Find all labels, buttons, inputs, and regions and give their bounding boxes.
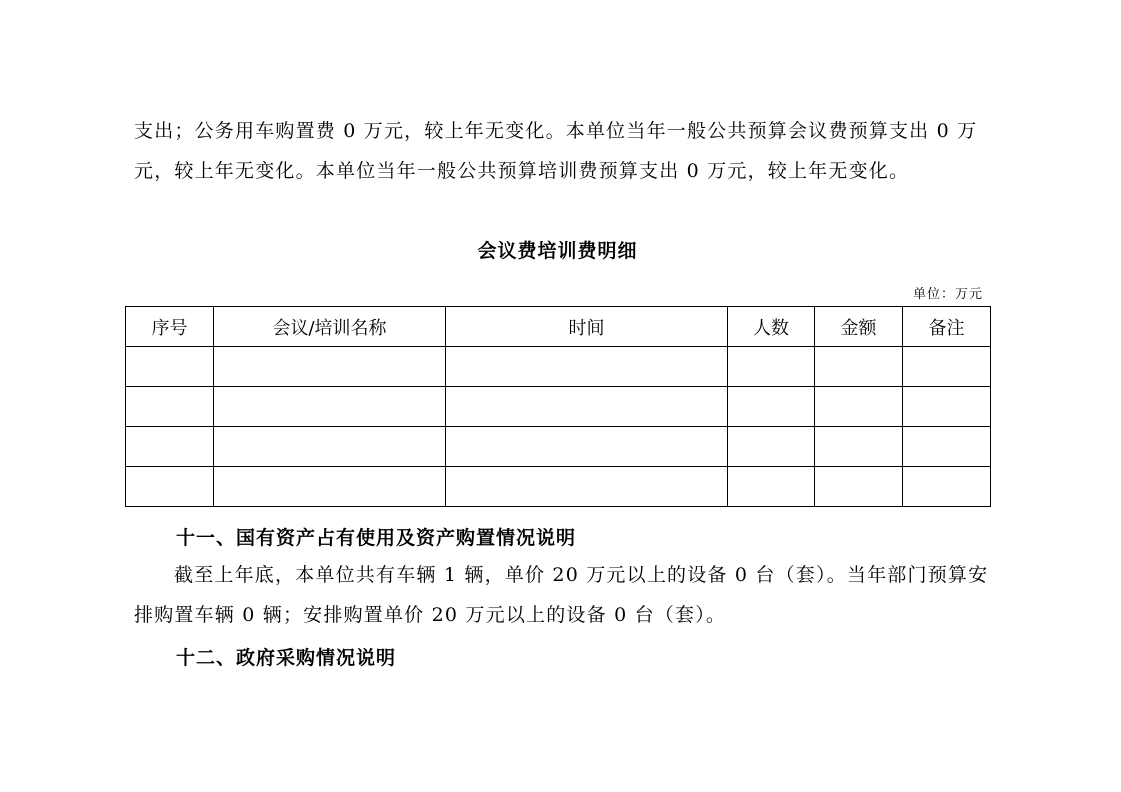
table-cell xyxy=(728,427,815,467)
table-row xyxy=(126,387,991,427)
table-cell xyxy=(214,387,446,427)
assets-paragraph-line-2: 排购置车辆 0 辆；安排购置单价 20 万元以上的设备 0 台（套）。 xyxy=(134,604,727,626)
unit-label: 单位：万元 xyxy=(912,287,983,302)
table-cell xyxy=(446,427,728,467)
table-cell xyxy=(446,467,728,507)
table-row xyxy=(126,467,991,507)
table-cell xyxy=(903,387,991,427)
table-cell xyxy=(728,347,815,387)
table-cell xyxy=(815,467,903,507)
table-title: 会议费培训费明细 xyxy=(477,240,638,262)
header-name: 会议/培训名称 xyxy=(214,307,446,347)
header-time: 时间 xyxy=(446,307,728,347)
table-cell xyxy=(214,347,446,387)
table-cell xyxy=(446,387,728,427)
section-12-heading: 十二、政府采购情况说明 xyxy=(176,647,397,669)
section-11-heading: 十一、国有资产占有使用及资产购置情况说明 xyxy=(176,527,577,549)
table-row xyxy=(126,347,991,387)
table-cell xyxy=(214,427,446,467)
table-cell xyxy=(815,347,903,387)
table-cell xyxy=(126,467,214,507)
table-cell xyxy=(903,427,991,467)
header-count: 人数 xyxy=(728,307,815,347)
header-serial: 序号 xyxy=(126,307,214,347)
meeting-training-table xyxy=(125,306,991,507)
header-remarks: 备注 xyxy=(903,307,991,347)
table-cell xyxy=(214,467,446,507)
assets-paragraph-line-1: 截至上年底，本单位共有车辆 1 辆，单价 20 万元以上的设备 0 台（套）。当年部门预算安 xyxy=(174,564,989,586)
table-cell xyxy=(126,387,214,427)
intro-paragraph-line-2: 元，较上年无变化。本单位当年一般公共预算培训费预算支出 0 万元，较上年无变化。 xyxy=(134,160,910,182)
header-amount: 金额 xyxy=(815,307,903,347)
table-cell xyxy=(446,347,728,387)
table-cell xyxy=(815,387,903,427)
table-cell xyxy=(903,347,991,387)
intro-paragraph-line-1: 支出；公务用车购置费 0 万元，较上年无变化。本单位当年一般公共预算会议费预算支出 0 万 xyxy=(134,120,978,142)
table-cell xyxy=(815,427,903,467)
table-cell xyxy=(126,347,214,387)
table-row xyxy=(126,427,991,467)
table-cell xyxy=(728,387,815,427)
table-cell xyxy=(728,467,815,507)
table-cell xyxy=(903,467,991,507)
table-header-row xyxy=(126,307,991,347)
table-cell xyxy=(126,427,214,467)
